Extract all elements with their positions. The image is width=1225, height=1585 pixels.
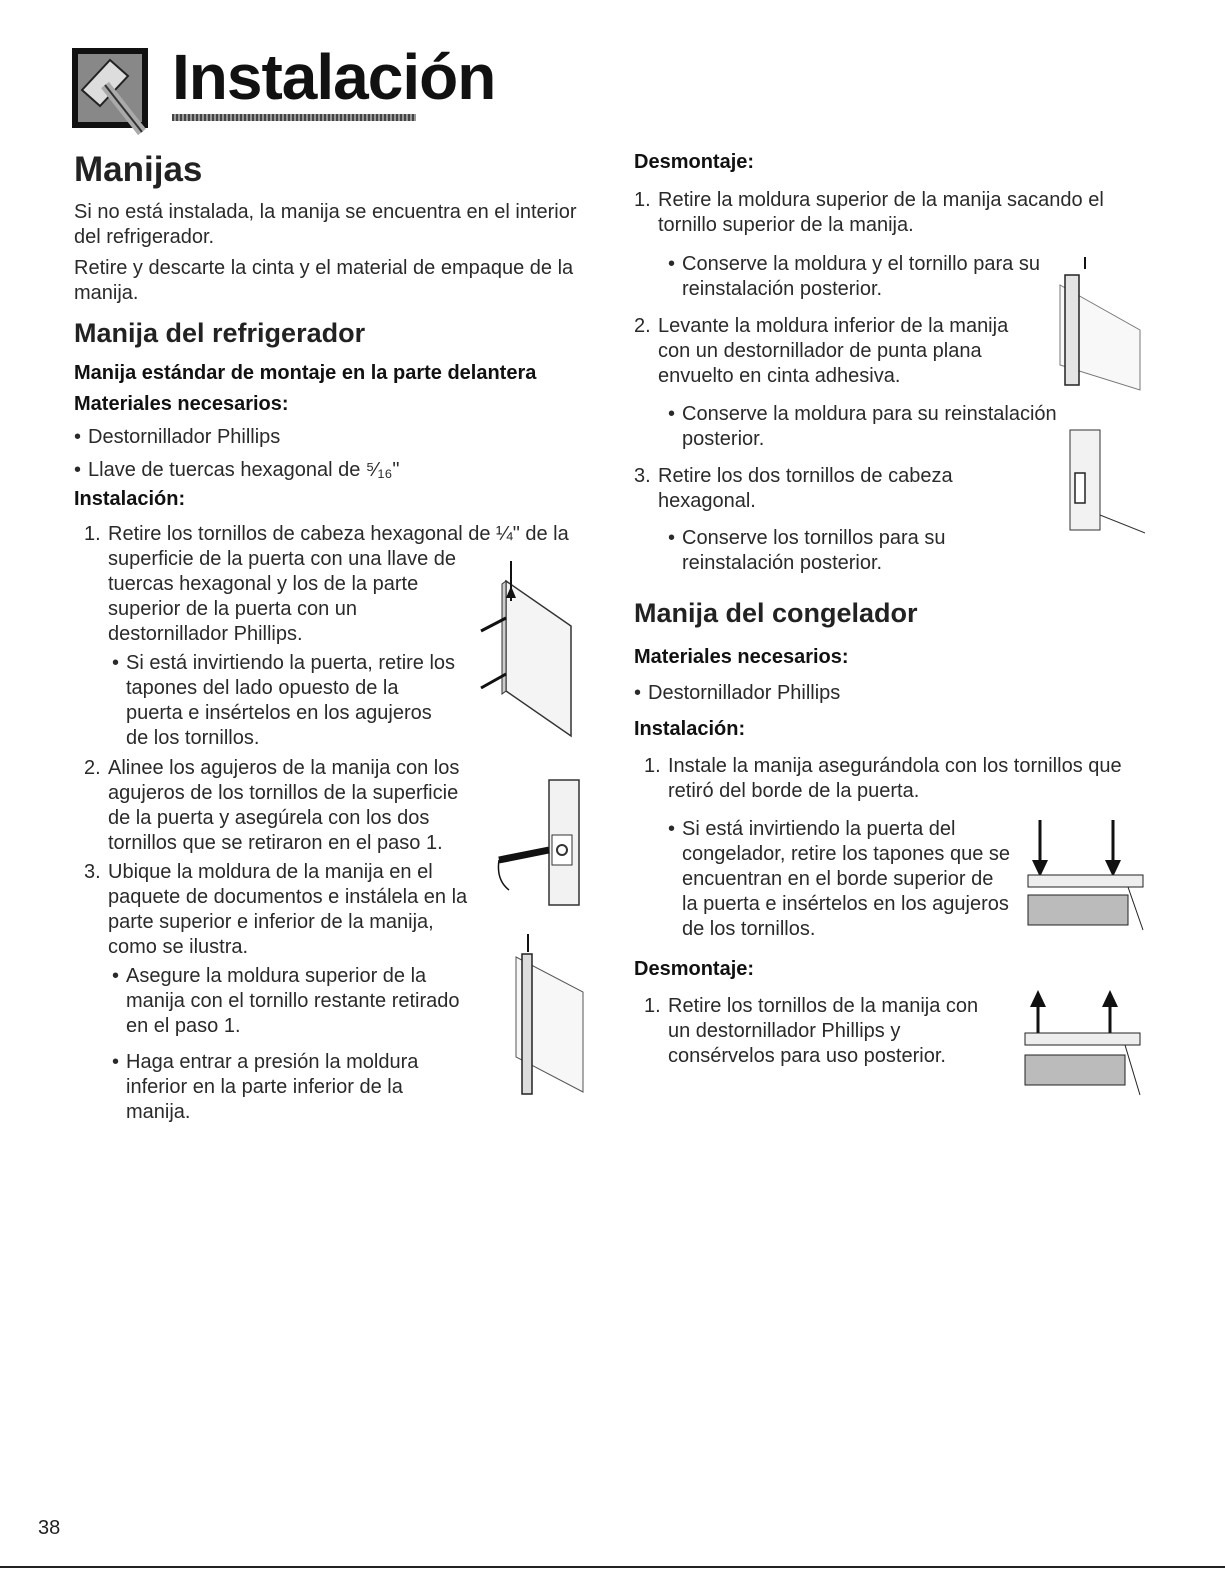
freezer-remove-step-1: 1. Retire los tornillos de la manija con un destornillador Phillips y consérvelos para uso posterior. — [644, 995, 979, 1067]
page-title: Instalación — [172, 41, 496, 113]
step-1-bullet: • Si está invirtiendo la puerta, retire los tapones del lado opuesto de la puerta e insértelos en los agujeros de los tornillos. — [112, 652, 456, 749]
freezer-remove-title: Desmontaje: — [634, 958, 755, 980]
step-3-bullet-1: • Asegure la moldura superior de la manija con el tornillo restante retirado en el paso 1. — [112, 965, 460, 1037]
intro-paragraph-1: Si no está instalada, la manija se encuentra en el interior del refrigerador. — [74, 201, 577, 248]
step-3: 3. Ubique la moldura de la manija en el paquete de documentos e instálela en la parte superior e inferior de la manija, como se ilustra. — [84, 861, 468, 958]
handle-trim-illustration — [508, 932, 588, 1097]
trim-removal-illustration — [1055, 255, 1145, 395]
bottom-rule — [0, 1566, 1225, 1568]
materials-title: Materiales necesarios: — [74, 393, 289, 415]
step-2: 2. Alinee los agujeros de la manija con los agujeros de los tornillos de la superficie de la puerta y asegúrela con los dos tornillos que se retiraron en el paso 1. — [84, 757, 460, 854]
remove-step-2: 2. Levante la moldura inferior de la manija con un destornillador de punta plana envuelto en cinta adhesiva. — [634, 315, 1009, 387]
standard-handle-title: Manija estándar de montaje en la parte delantera — [74, 362, 537, 384]
subsection-heading: Manija del refrigerador — [74, 318, 366, 348]
step-1-continued: superficie de la puerta con una llave de tuercas hexagonal y los de la parte superior de la puerta con un destornillador Phillips. — [108, 548, 457, 645]
freezer-heading: Manija del congelador — [634, 598, 918, 628]
page-number: 38 — [38, 1517, 61, 1539]
hammer-icon — [70, 40, 160, 135]
hex-screws-illustration — [1065, 425, 1150, 535]
remove-title: Desmontaje: — [634, 151, 755, 173]
title-underline — [172, 114, 416, 121]
section-heading: Manijas — [74, 150, 203, 189]
door-screws-illustration — [476, 556, 586, 741]
materials-item: • Destornillador Phillips — [74, 426, 281, 448]
freezer-install-illustration — [1028, 815, 1148, 935]
freezer-install-title: Instalación: — [634, 718, 746, 740]
step-3-bullet-2: • Haga entrar a presión la moldura inferior en la parte inferior de la manija. — [112, 1051, 419, 1123]
remove-step-2-bullet: • Conserve la moldura para su reinstalación posterior. — [668, 403, 1057, 450]
remove-step-3-bullet: • Conserve los tornillos para su reinstalación posterior. — [668, 527, 946, 574]
freezer-materials-title: Materiales necesarios: — [634, 646, 849, 668]
freezer-step-1-bullet: • Si está invirtiendo la puerta del congelador, retire los tapones que se encuentran en el borde superior de la puerta e insértelos en los agujeros de los tornillos. — [668, 818, 1010, 940]
handle-align-illustration — [494, 775, 589, 915]
freezer-remove-illustration — [1025, 985, 1145, 1100]
freezer-step-1: 1. Instale la manija asegurándola con los tornillos que retiró del borde de la puerta. — [644, 755, 1122, 802]
step-1: 1. Retire los tornillos de cabeza hexagonal de ¼" de la — [84, 523, 569, 545]
freezer-materials-item: • Destornillador Phillips — [634, 682, 841, 704]
materials-item: • Llave de tuercas hexagonal de ⁵⁄₁₆" — [74, 459, 400, 481]
intro-paragraph-2: Retire y descarte la cinta y el material de empaque de la manija. — [74, 257, 574, 304]
install-title: Instalación: — [74, 488, 186, 510]
remove-step-1-bullet: • Conserve la moldura y el tornillo para su reinstalación posterior. — [668, 253, 1040, 300]
remove-step-3: 3. Retire los dos tornillos de cabeza hexagonal. — [634, 465, 953, 512]
remove-step-1: 1. Retire la moldura superior de la manija sacando el tornillo superior de la manija. — [634, 189, 1104, 236]
